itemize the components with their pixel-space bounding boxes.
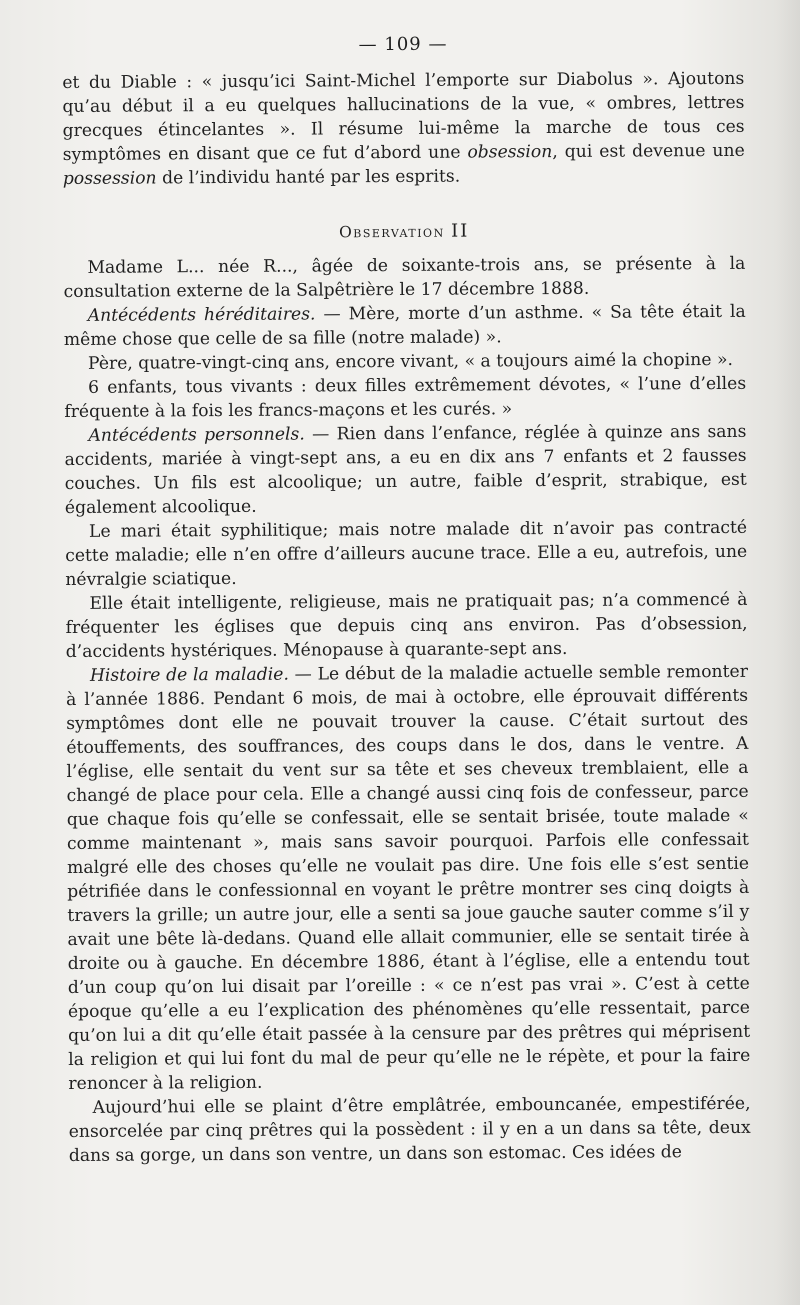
paragraph-patient-intro: Madame L... née R..., âgée de soixante-trois ans, se présente à la consultation externe de la Salpêtrière le 17 décembre 1888. — [63, 253, 746, 302]
paragraph-history — [66, 660, 751, 1096]
hereditary-heading: Antécédents héréditaires. — [87, 304, 316, 326]
intro-paragraph — [62, 67, 745, 191]
obsession-term: obsession — [467, 142, 553, 163]
paragraph-husband: Le mari était syphilitique; mais notre malade dit n’avoir pas contracté cette maladie; elle n’en offre d’ailleurs aucune trace. Elle a eu, autrefois, une névralgie sciatique. — [65, 517, 748, 590]
paragraph-today: Aujourd’hui elle se plaint d’être emplâtrée, embouncanée, empestiférée, ensorcelée par cinq prêtres qui la possèdent : il y en a un dans sa tête, deux dans sa gorge, un dans son ventre, un dans son estomac. Ces idées de — [68, 1093, 751, 1166]
section-label: Observation — [338, 222, 445, 242]
history-heading: Histoire de la maladie. — [89, 664, 289, 686]
paragraph-hereditary — [64, 300, 746, 352]
intro-text-3: de l’individu hanté par les esprits. — [156, 166, 461, 189]
paragraph-character: Elle était intelligente, religieuse, mais ne pratiquait pas; n’a commencé à fréquenter les églises que depuis cinq ans environ. Pas d’obsession, d’accidents hystériques. Ménopause à quarante-sept ans. — [65, 589, 748, 662]
history-text: — Le début de la maladie actuelle semble remonter à l’année 1886. Pendant 6 mois, de mai à octobre, elle éprouvait différents symptômes dont elle ne pouvait trouver la cause. C’était surtout des étouffements, des souffrances, des coups dans le dos, dans le ventre. A l’église, elle sentait du vent sur sa tête et ses cheveux tremblaient, elle a changé de place pour cela. Elle a changé aussi cinq fois de confesseur, parce que chaque fois qu’elle se confessait, elle se sentait brisée, toute malade « comme maintenant », mais sans savoir pourquoi. Parfois elle confessait malgré elle des choses qu’elle ne voulait pas dire. Une fois elle s’est sentie pétrifiée dans le confessionnal en voyant le prêtre montrer ses cinq doigts à travers la grille; un autre jour, elle a senti sa joue gauche sauter comme s’il y avait une bête là-dedans. Quand elle allait communier, elle se sentait tirée à droite ou à gauche. En décembre 1886, étant à l’église, elle a entendu tout d’un coup qu’on lui disait par l’oreille : « ce n’est pas vrai ». C’est à cette époque qu’elle a eu l’explication des phénomènes qu’elle ressentait, parce qu’on lui a dit qu’elle était passée à la censure par des prêtres qui méprisent la religion et qui lui font du mal de peur qu’elle ne le répète, et pour la faire renoncer à la religion. — [65, 661, 751, 1094]
paragraph-personal — [64, 420, 747, 520]
personal-text: — Rien dans l’enfance, réglée à quinze ans sans accidents, mariée à vingt-sept ans, a eu en dix ans 7 enfants et 2 fausses couches. Un fils est alcoolique; un autre, faible d’esprit, strabique, est également alcoolique. — [64, 421, 747, 518]
possession-term: possession — [62, 168, 157, 189]
intro-text-2: , qui est devenue une — [552, 140, 745, 163]
hereditary-text: — Mère, morte d’un asthme. « Sa tête était la même chose que celle de sa fille (notre malade) ». — [63, 301, 746, 350]
page-content — [62, 32, 751, 1168]
paragraph-father: Père, quatre-vingt-cinq ans, encore vivant, « a toujours aimé la chopine ». — [87, 349, 733, 374]
paragraph-children: 6 enfants, tous vivants : deux filles extrêmement dévotes, « l’une d’elles fréquente à la fois les francs-maçons et les curés. » — [64, 373, 747, 422]
intro-text-1: et du Diable : « jusqu’ici Saint-Michel l’emporte sur Diabolus ». Ajoutons qu’au début il a eu quelques hallucinations de la vue, « ombres, lettres grecques étincelantes ». Il résume lui-même la marche de tous ces symptômes en disant que ce fut d’abord une — [62, 68, 745, 165]
section-number: II — [451, 220, 470, 242]
page-number: — 109 — — [358, 33, 448, 56]
personal-heading: Antécédents personnels. — [88, 424, 305, 446]
section-heading — [63, 219, 745, 244]
